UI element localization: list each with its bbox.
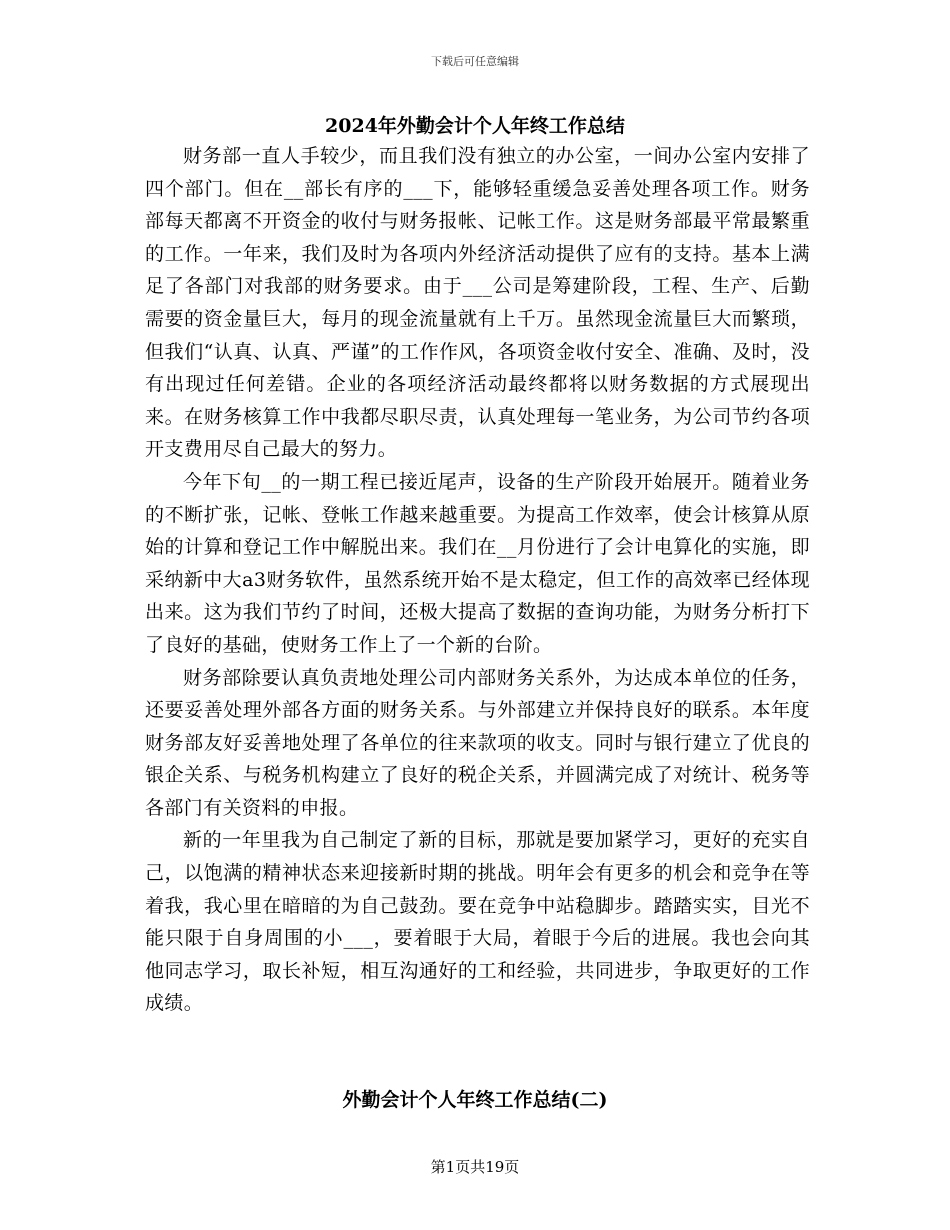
document-title: 2024年外勤会计个人年终工作总结 [325, 115, 625, 137]
header-note: 下载后可任意编辑 [431, 55, 519, 68]
paragraph: 今年下旬__的一期工程已接近尾声，设备的生产阶段开始展开。随着业务的不断扩张，记帐、登帐工作越来越重要。为提高工作效率，使会计核算从原始的计算和登记工作中解脱出来。我们在__月份进行了会计电算化的实施，即采纳新中大a3财务软件，虽然系统开始不是太稳定，但工作的高效率已经体现出来。这为我们节约了时间，还极大提高了数据的查询功能，为财务分析打下了良好的基础，使财务工作上了一个新的台阶。 [145, 470, 810, 656]
document-body [145, 140, 810, 1020]
paragraph: 财务部除要认真负责地处理公司内部财务关系外，为达成本单位的任务，还要妥善处理外部各方面的财务关系。与外部建立并保持良好的联系。本年度财务部友好妥善地处理了各单位的往来款项的收支。同时与银行建立了优良的银企关系、与税务机构建立了良好的税企关系，并圆满完成了对统计、税务等各部门有关资料的申报。 [145, 666, 810, 819]
page-number: 第1页共19页 [430, 1158, 520, 1176]
paragraph: 财务部一直人手较少，而且我们没有独立的办公室，一间办公室内安排了四个部门。但在__部长有序的___下，能够轻重缓急妥善处理各项工作。财务部每天都离不开资金的收付与财务报帐、记帐工作。这是财务部最平常最繁重的工作。一年来，我们及时为各项内外经济活动提供了应有的支持。基本上满足了各部门对我部的财务要求。由于___公司是筹建阶段，工程、生产、后勤需要的资金量巨大，每月的现金流量就有上千万。虽然现金流量巨大而繁琐，但我们“认真、认真、严谨”的工作作风，各项资金收付安全、准确、及时，没有出现过任何差错。企业的各项经济活动最终都将以财务数据的方式展现出来。在财务核算工作中我都尽职尽责，认真处理每一笔业务，为公司节约各项开支费用尽自己最大的努力。 [145, 145, 810, 461]
paragraph: 新的一年里我为自己制定了新的目标，那就是要加紧学习，更好的充实自己，以饱满的精神状态来迎接新时期的挑战。明年会有更多的机会和竞争在等着我，我心里在暗暗的为自己鼓劲。要在竞争中站稳脚步。踏踏实实，目光不能只限于自身周围的小___，要着眼于大局，着眼于今后的进展。我也会向其他同志学习，取长补短，相互沟通好的工和经验，共同进步，争取更好的工作成绩。 [145, 829, 810, 1015]
section-title: 外勤会计个人年终工作总结(二) [342, 1089, 608, 1111]
